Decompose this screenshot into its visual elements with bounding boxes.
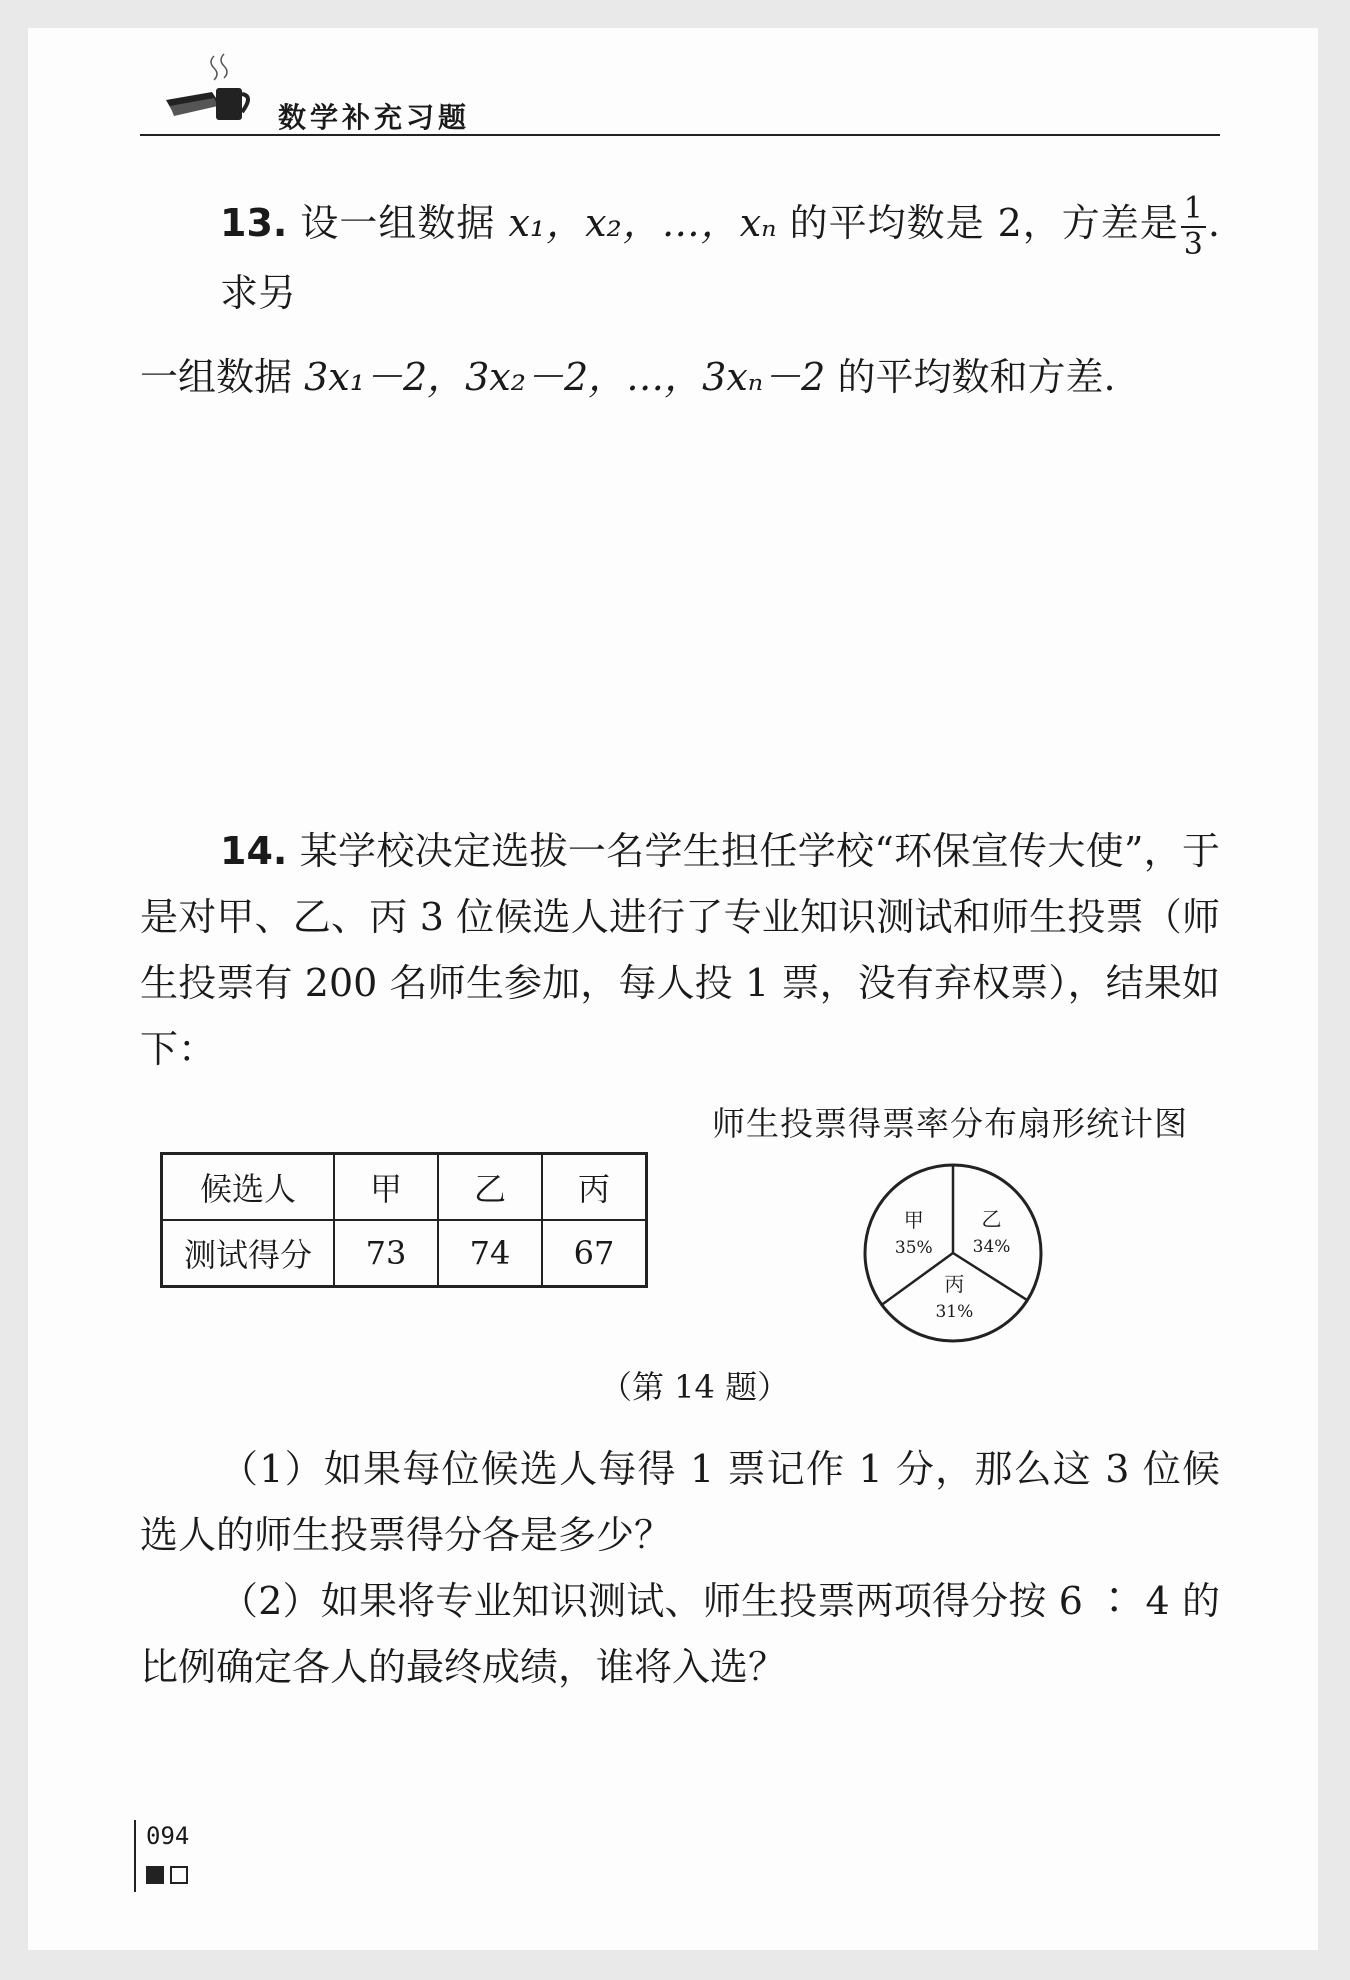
filled-square-icon [146, 1866, 164, 1884]
question-13-number: 13. [220, 201, 288, 245]
q13-text-2: 的平均数是 2，方差是 [789, 201, 1179, 245]
question-13 [140, 190, 1220, 410]
table-cell: 候选人 [162, 1154, 335, 1221]
q13-text-3: . 求另 [220, 201, 1220, 315]
question-14-part-2: （2）如果将专业知识测试、师生投票两项得分按 6 ∶ 4 的比例确定各人的最终成绩，谁将入选？ [140, 1579, 1220, 1689]
table-cell: 丙 [542, 1154, 647, 1221]
question-14-part-1: （1）如果每位候选人每得 1 票记作 1 分，那么这 3 位候选人的师生投票得分各是多少？ [140, 1447, 1220, 1557]
header-divider [140, 134, 1220, 136]
pie-slice-percent: 31% [935, 1301, 974, 1322]
table-row [162, 1220, 647, 1287]
pie-slice-label: 乙 [981, 1206, 1002, 1231]
table-cell: 74 [438, 1220, 542, 1287]
question-13-line-1 [140, 190, 1220, 326]
q14-intro-text: 某学校决定选拔一名学生担任学校“环保宣传大使”，于是对甲、乙、丙 3 位候选人进行了专业知识测试和师生投票（师生投票有 200 名师生参加，每人投 1 票，没有弃权票），结果如下： [140, 829, 1220, 1071]
pie-slice-boundary [882, 1253, 953, 1305]
q13-text-1: 设一组数据 [300, 201, 496, 245]
pie-slice-label: 甲 [903, 1208, 924, 1233]
q13-variables: x₁，x₂，…，xₙ [508, 201, 777, 245]
figure-caption: （第 14 题） [600, 1368, 790, 1406]
question-13-line-2 [140, 344, 1220, 410]
score-table [160, 1152, 648, 1288]
variance-fraction [1181, 190, 1206, 262]
q13-text-4: 一组数据 [140, 354, 293, 399]
fraction-denominator: 3 [1183, 226, 1203, 262]
table-cell: 67 [542, 1220, 647, 1287]
pie-slice-percent: 34% [972, 1236, 1011, 1257]
table-cell: 73 [334, 1220, 438, 1287]
q13-expression: 3x₁－2，3x₂－2，…，3xₙ－2 [304, 354, 826, 399]
pie-chart [858, 1158, 1048, 1348]
pie-chart-title: 师生投票得票率分布扇形统计图 [712, 1104, 1188, 1143]
table-cell: 甲 [334, 1154, 438, 1221]
question-14-intro [140, 818, 1220, 1082]
table-cell: 测试得分 [162, 1220, 335, 1287]
table-header-row [162, 1154, 647, 1221]
fraction-numerator: 1 [1181, 194, 1206, 228]
page-number: 094 [146, 1822, 190, 1850]
table-cell: 乙 [438, 1154, 542, 1221]
question-14-number: 14. [220, 829, 288, 873]
q13-text-5: 的平均数和方差. [837, 354, 1116, 399]
empty-square-icon [170, 1866, 188, 1884]
header-title: 数学补充习题 [278, 101, 471, 134]
pie-slice-percent: 35% [894, 1238, 933, 1259]
book-and-cup-icon [162, 48, 258, 130]
pie-slice-label: 丙 [944, 1271, 965, 1296]
footer-rule [134, 1820, 136, 1892]
